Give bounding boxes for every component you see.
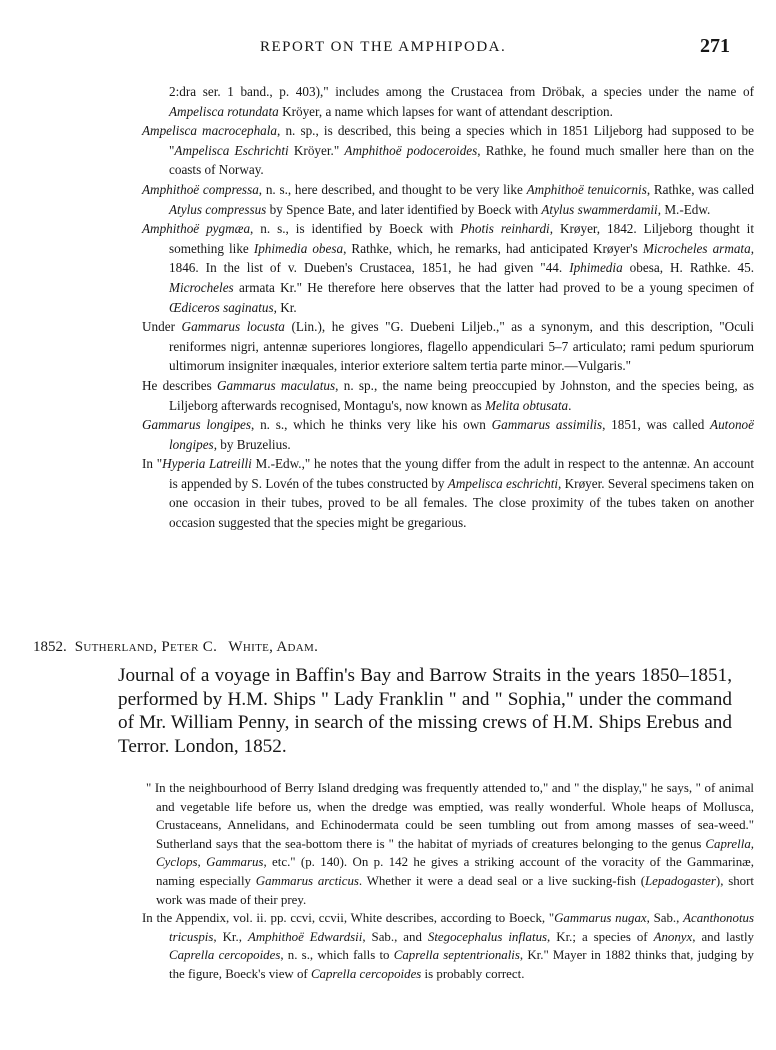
- entry-1852-body: [142, 779, 754, 984]
- continuation-paragraph: 2:dra ser. 1 band., p. 403)," includes among the Crustacea from Dröbak, a species under the name of Ampelisca rotundata Kröyer, a name which lapses for want of attendant description.: [169, 84, 754, 119]
- publication-title-text: Journal of a voyage in Baffin's Bay and Barrow Straits in the years 1850–1851, performed by H.M. Ships " Lady Franklin " and " Sophia," under the command of Mr. William Penny, in search of the missing crews of H.M. Ships Erebus and Terror. London, 1852.: [118, 665, 732, 757]
- entry-year: 1852.: [33, 639, 67, 655]
- paragraph-appendix: In the Appendix, vol. ii. pp. ccvi, ccvii, White describes, according to Boeck, "Gammarus nugax, Sab., Acanthonotus tricuspis, Kr., Amphithoë Edwardsii, Sab., and Stegocephalus inflatus, Kr.; a species of Anonyx, and lastly Caprella cercopoides, n. s., which falls to Caprella septentrionalis, Kr." Mayer in 1882 thinks that, judging by the figure, Boeck's view of Caprella cercopoides is probably correct.: [142, 911, 754, 981]
- paragraph-gammarus-longipes: Gammarus longipes, n. s., which he thinks very like his own Gammarus assimilis, 1851, was called Autonoë longipes, by Bruzelius.: [142, 417, 754, 452]
- entry-1851-body: [142, 82, 754, 533]
- paragraph-berry-island-quote: " In the neighbourhood of Berry Island dredging was frequently attended to," and " the display," he says, " of animal and vegetable life before us, when the dredge was emptied, was really wonderful. Whole heaps of Mollusca, Crustaceans, Annelidans, and Echinodermata could be seen tumbling out from among masses of sea-weed." Sutherland says that the sea-bottom there is " the habitat of myriads of creatures belonging to the genus Caprella, Cyclops, Gammarus, etc." (p. 140). On p. 142 he gives a striking account of the voracity of the Gammarinæ, naming especially Gammarus arcticus. Whether it were a dead seal or a live sucking-fish (Lepadogaster), short work was made of their prey.: [146, 781, 755, 907]
- author-sutherland: Sutherland, Peter C.: [74, 639, 218, 655]
- paragraph-gammarus-locusta: Under Gammarus locusta (Lin.), he gives "G. Duebeni Liljeb.," as a synonym, and this description, "Oculi reniformes nigri, antennæ superiores longiores, flagello appendiculari 5–7 articulato; rami pedum spuriorum ultimorum insigniter inæquales, interior exteriore saltem tertia parte minor.—Vulgaris.": [142, 319, 754, 374]
- author-white: White, Adam.: [228, 639, 319, 655]
- paragraph-gammarus-maculatus: He describes Gammarus maculatus, n. sp., the name being preoccupied by Johnston, and the species being, as Liljeborg afterwards recognised, Montagu's, now known as Melita obtusata.: [142, 377, 755, 413]
- page-number: 271: [700, 35, 730, 57]
- paragraph-hyperia-latreilli: In "Hyperia Latreilli M.-Edw.," he notes that the young differ from the adult in respect to the antennæ. An account is appended by S. Lovén of the tubes constructed by Ampelisca eschrichti, Krøyer. Several specimens taken on one occasion in their tubes, proved to be all females. The close proximity of the tubes taken on another occasion suggested that the species might be gregarious.: [142, 456, 755, 531]
- publication-title: [118, 664, 732, 758]
- page-header: [0, 35, 776, 63]
- paragraph-ampelisca-macrocephala: Ampelisca macrocephala, n. sp., is described, this being a species which in 1851 Liljeborg had supposed to be "Ampelisca Eschrichti Kröyer." Amphithoë podoceroides, Rathke, he found much smaller here than on the coasts of Norway.: [142, 123, 754, 178]
- paragraph-amphithoe-pygmaea: Amphithoë pygmæa, n. s., is identified by Boeck with Photis reinhardi, Krøyer, 1842. Liljeborg thought it something like Iphimedia obesa, Rathke, which, he remarks, had anticipated Krøyer's Microcheles armata, 1846. In the list of v. Dueben's Crustacea, 1851, he had given "44. Iphimedia obesa, H. Rathke. 45. Microcheles armata Kr." He therefore here observes that the latter had proved to be a young specimen of Œdiceros saginatus, Kr.: [142, 221, 755, 315]
- paragraph-amphithoe-compressa: Amphithoë compressa, n. s., here described, and thought to be very like Amphithoë tenuicornis, Rathke, was called Atylus compressus by Spence Bate, and later identified by Boeck with Atylus swammerdamii, M.-Edw.: [142, 181, 754, 217]
- running-title: REPORT ON THE AMPHIPODA.: [260, 39, 507, 55]
- entry-1852-heading: [33, 639, 318, 656]
